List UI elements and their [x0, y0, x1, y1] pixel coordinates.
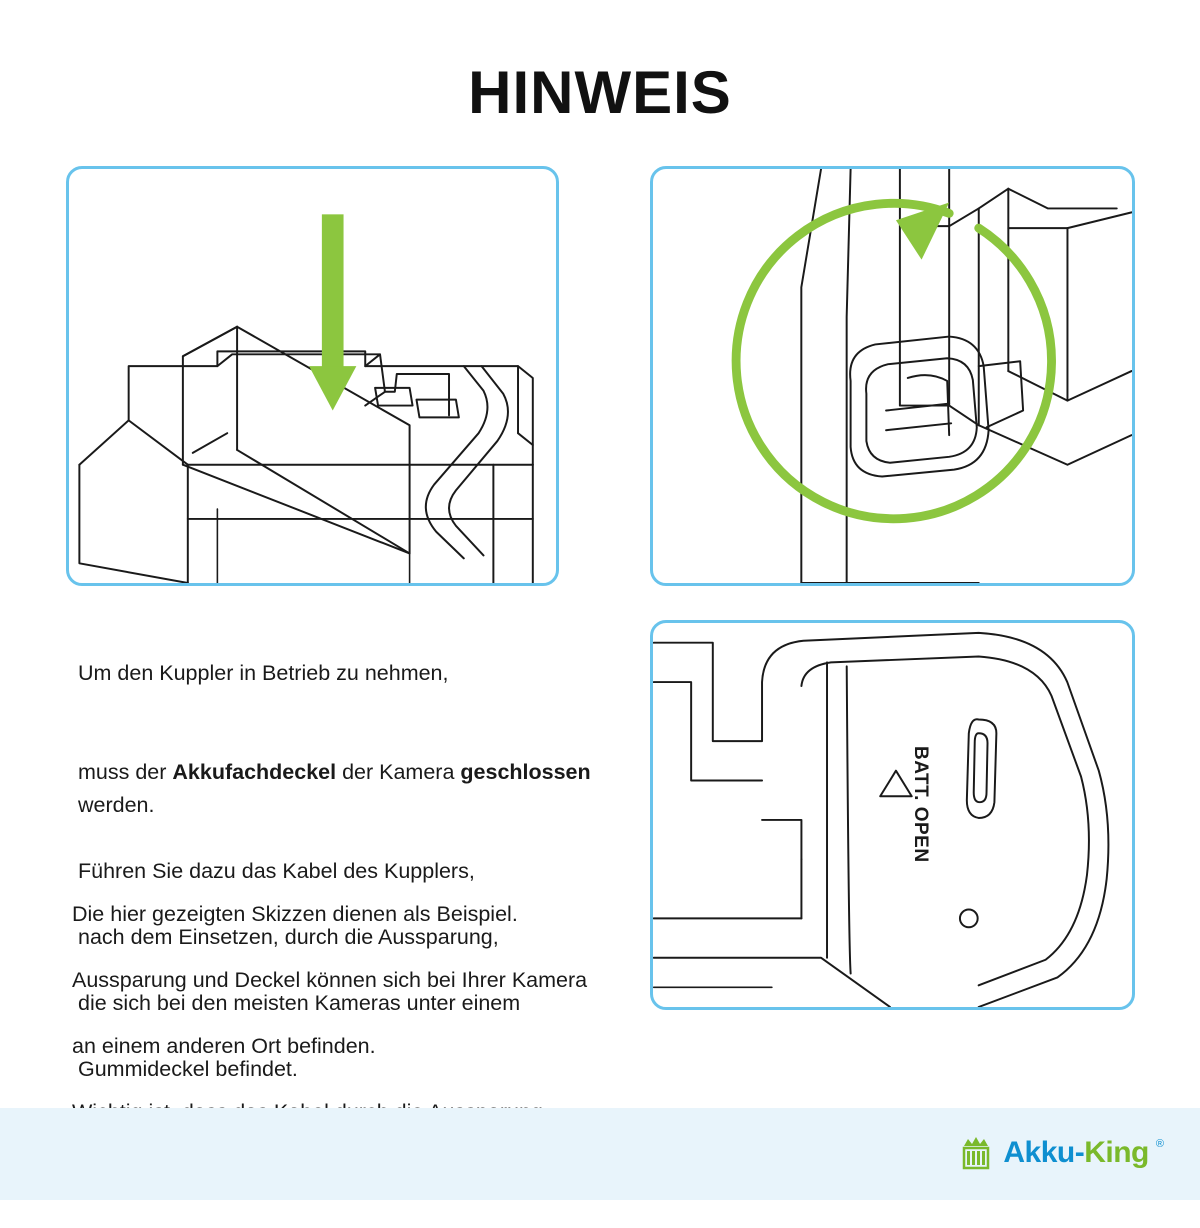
- panel-battery-door: [650, 620, 1135, 1010]
- instruction-line: die sich bei den meisten Kameras unter einem: [78, 991, 521, 1015]
- cable-notch-closeup-sketch: [653, 169, 1132, 583]
- registered-mark: ®: [1155, 1138, 1164, 1150]
- rotate-highlight-arrow: [736, 203, 1051, 519]
- logo-word-akku: Akku-: [1003, 1136, 1085, 1169]
- instruction-bold-akkufachdeckel: Akkufachdeckel: [172, 760, 337, 784]
- instruction-line: Gummideckel befindet.: [78, 1057, 298, 1081]
- note-line: an einem anderen Ort befinden.: [72, 1034, 376, 1058]
- instruction-line: Um den Kuppler in Betrieb zu nehmen,: [78, 661, 449, 685]
- battery-door-sketch: [653, 623, 1132, 1007]
- insert-direction-arrow: [309, 214, 356, 410]
- note-line: Aussparung und Deckel können sich bei Ihrer Kamera: [72, 968, 588, 992]
- camera-coupler-insertion-sketch: [69, 169, 556, 583]
- instruction-bold-geschlossen: geschlossen: [460, 760, 591, 784]
- page-title: HINWEIS: [468, 59, 732, 126]
- instruction-text: werden.: [78, 793, 155, 817]
- logo-wordmark: [1003, 1136, 1149, 1170]
- battery-crown-icon: [960, 1136, 996, 1170]
- logo-word-king: King: [1084, 1136, 1149, 1169]
- instruction-text: der Kamera: [336, 760, 461, 784]
- batt-open-label: BATT. OPEN: [910, 746, 931, 863]
- note-line: Die hier gezeigten Skizzen dienen als Beispiel.: [72, 902, 518, 926]
- instruction-line: nach dem Einsetzen, durch die Aussparung,: [78, 925, 499, 949]
- panel-camera-coupler-insertion: [66, 166, 559, 586]
- panel-cable-notch-closeup: [650, 166, 1135, 586]
- instruction-text: muss der: [78, 760, 173, 784]
- instruction-line: Führen Sie dazu das Kabel des Kupplers,: [78, 859, 475, 883]
- akku-king-logo: [960, 1136, 1164, 1170]
- instruction-line-bold: [78, 723, 638, 822]
